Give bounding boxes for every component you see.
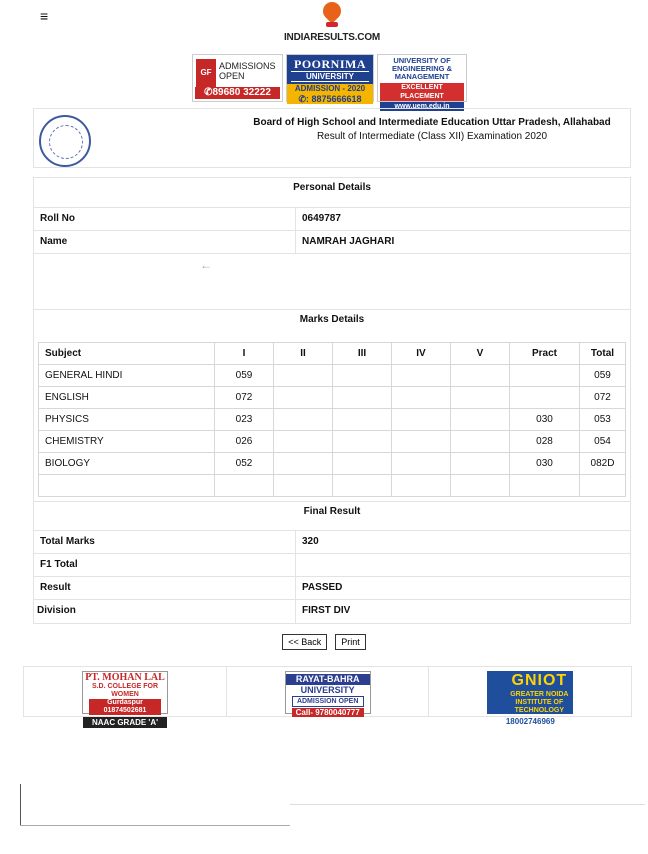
col-i: I — [215, 343, 274, 365]
marks-cell: 030 — [510, 409, 580, 431]
ad-grade: NAAC GRADE 'A' — [83, 717, 167, 728]
marks-cell: 054 — [580, 431, 626, 453]
ad-subtitle: UNIVERSITY — [291, 71, 369, 82]
roll-no-value: 0649787 — [302, 213, 341, 224]
marks-cell: 072 — [580, 387, 626, 409]
col-iii: III — [333, 343, 392, 365]
f1-total-value — [296, 554, 630, 576]
name-label: Name — [34, 231, 296, 253]
top-ad-row — [192, 54, 467, 110]
marks-cell: 030 — [510, 453, 580, 475]
logo-mark-icon — [322, 0, 342, 30]
logo-text: INDIARESULTS.COM — [283, 32, 381, 43]
ad-brand-logo: GF — [196, 59, 216, 87]
marks-cell: 028 — [510, 431, 580, 453]
col-ii: II — [274, 343, 333, 365]
marks-cell — [580, 475, 626, 497]
ad-subtitle: UNIVERSITY — [300, 685, 355, 695]
total-marks-row — [34, 531, 630, 554]
marks-cell — [392, 365, 451, 387]
col-subject: Subject — [39, 343, 215, 365]
subject-cell: ENGLISH — [39, 387, 215, 409]
marks-cell: 072 — [215, 387, 274, 409]
marks-cell — [510, 365, 580, 387]
result-value: PASSED — [302, 582, 343, 593]
divider — [20, 784, 21, 826]
marks-cell — [215, 475, 274, 497]
name-value: NAMRAH JAGHARI — [302, 236, 395, 247]
marks-cell — [510, 475, 580, 497]
marks-cell — [333, 365, 392, 387]
final-result-title: Final Result — [34, 501, 630, 531]
marks-cell — [451, 475, 510, 497]
marks-cell: 026 — [215, 431, 274, 453]
marks-cell — [274, 387, 333, 409]
ad-text: ADMISSIONS OPEN — [219, 61, 276, 81]
bottom-ad-row — [23, 666, 632, 727]
marks-cell: 059 — [215, 365, 274, 387]
subject-cell: PHYSICS — [39, 409, 215, 431]
divider — [290, 804, 645, 805]
division-value: FIRST DIV — [302, 605, 351, 616]
col-v: V — [451, 343, 510, 365]
ad-tagline: EXCELLENT PLACEMENT — [380, 83, 464, 101]
table-row — [39, 453, 626, 475]
result-container — [33, 177, 631, 624]
subject-cell: GENERAL HINDI — [39, 365, 215, 387]
ad-rayat-bahra[interactable] — [285, 671, 371, 717]
ad-title: GNIOT — [511, 672, 568, 689]
marks-cell: 023 — [215, 409, 274, 431]
marks-cell — [274, 409, 333, 431]
marks-cell — [392, 475, 451, 497]
table-row — [39, 475, 626, 497]
f1-total-label: F1 Total — [34, 554, 296, 576]
marks-cell — [451, 453, 510, 475]
ad-phone: ✆: 8875666618 — [287, 94, 373, 104]
ad-subtitle: GREATER NOIDA INSTITUTE OF TECHNOLOGY — [510, 691, 569, 714]
marks-cell — [274, 431, 333, 453]
col-pract: Pract — [510, 343, 580, 365]
print-button[interactable]: Print — [335, 634, 366, 650]
bottom-ad-cell-1 — [24, 667, 227, 727]
bottom-ad-cell-2 — [227, 667, 430, 716]
division-label: Division — [34, 600, 296, 623]
marks-cell: 053 — [580, 409, 626, 431]
site-logo[interactable] — [280, 0, 384, 43]
marks-cell — [333, 387, 392, 409]
ad-phone: 18002746969 — [487, 717, 573, 726]
marks-cell — [451, 387, 510, 409]
total-marks-value: 320 — [302, 536, 319, 547]
ad-phone: Call- 9780040777 — [292, 708, 364, 717]
result-row — [34, 577, 630, 600]
ad-mohan-lal-college[interactable] — [82, 671, 168, 727]
ad-title: POORNIMA — [294, 57, 366, 71]
marks-cell — [333, 431, 392, 453]
col-iv: IV — [392, 343, 451, 365]
action-buttons — [0, 634, 648, 650]
marks-cell — [451, 365, 510, 387]
col-total: Total — [580, 343, 626, 365]
marks-cell — [392, 453, 451, 475]
hamburger-icon[interactable]: ≡ — [40, 8, 49, 24]
marks-cell — [274, 475, 333, 497]
subject-cell — [39, 475, 215, 497]
spacer-area — [34, 254, 630, 310]
marks-cell — [392, 409, 451, 431]
marks-cell — [333, 453, 392, 475]
ad-phone: ✆89680 32222 — [195, 87, 280, 99]
ad-gf-admissions[interactable] — [192, 54, 283, 102]
table-row — [39, 365, 626, 387]
ad-title: PT. MOHAN LAL — [85, 672, 165, 683]
marks-cell — [333, 409, 392, 431]
division-row — [34, 600, 630, 623]
ad-admission-text: ADMISSION - 2020 — [287, 84, 373, 94]
ad-title: UNIVERSITY OF ENGINEERING & MANAGEMENT — [391, 56, 452, 81]
marks-cell — [451, 409, 510, 431]
ad-phone: Gurdaspur 01874502681 — [89, 699, 161, 715]
ad-subtitle: S.D. COLLEGE FOR WOMEN — [91, 683, 159, 698]
subject-cell: BIOLOGY — [39, 453, 215, 475]
roll-no-row — [34, 208, 630, 231]
table-row — [39, 431, 626, 453]
marks-header-row — [39, 343, 626, 365]
bottom-ad-cell-3 — [429, 667, 631, 726]
ad-uem[interactable] — [377, 54, 467, 110]
board-header — [33, 108, 631, 168]
marks-cell — [333, 475, 392, 497]
marks-cell — [510, 387, 580, 409]
ad-gniot[interactable] — [487, 671, 573, 726]
marks-cell — [392, 431, 451, 453]
board-title: Board of High School and Intermediate Education Uttar Pradesh, Allahabad — [253, 117, 611, 128]
f1-total-row — [34, 554, 630, 577]
marks-cell: 052 — [215, 453, 274, 475]
ad-admission-text: ADMISSION OPEN — [292, 696, 364, 707]
marks-cell: 059 — [580, 365, 626, 387]
personal-details-title: Personal Details — [34, 178, 630, 208]
ad-title: RAYAT-BAHRA — [286, 674, 370, 685]
marks-cell — [451, 431, 510, 453]
result-label: Result — [34, 577, 296, 599]
marks-cell — [274, 453, 333, 475]
divider — [20, 825, 290, 826]
marks-cell: 082D — [580, 453, 626, 475]
table-row — [39, 409, 626, 431]
back-button[interactable]: << Back — [282, 634, 327, 650]
subject-cell: CHEMISTRY — [39, 431, 215, 453]
roll-no-label: Roll No — [34, 208, 296, 230]
total-marks-label: Total Marks — [34, 531, 296, 553]
marks-cell — [274, 365, 333, 387]
ad-poornima-university[interactable] — [286, 54, 374, 102]
marks-table — [38, 342, 626, 497]
name-row — [34, 231, 630, 254]
board-subtitle: Result of Intermediate (Class XII) Examination 2020 — [316, 131, 548, 142]
table-row — [39, 387, 626, 409]
marks-details-title: Marks Details — [299, 314, 365, 325]
ad-url: www.uem.edu.in — [380, 102, 464, 111]
marks-cell — [392, 387, 451, 409]
arrow-left-icon: ← — [200, 258, 212, 272]
